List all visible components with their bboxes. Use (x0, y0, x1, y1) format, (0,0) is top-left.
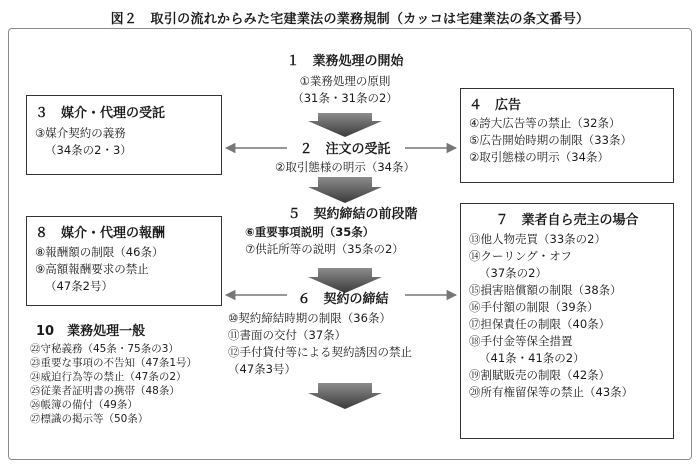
section-6-item-3-ref: （47条3号） (228, 362, 296, 376)
section-10-item-6: ㉗標識の掲示等（50条） (30, 413, 149, 425)
section-1-title: １ 業務処理の開始 (286, 54, 404, 69)
section-7-item-3: ⑮損害賠償額の制限（38条） (469, 283, 622, 297)
section-10-item-2: ㉓重要な事項の不告知（47条1号） (30, 357, 198, 369)
section-3-box (26, 95, 222, 175)
section-10-item-1: ㉒守秘義務（45条・75条の3） (30, 343, 179, 355)
section-3-item-1: ③媒介契約の義務 (35, 126, 126, 140)
section-7-box (460, 203, 674, 439)
section-8-box (26, 216, 222, 306)
section-8-item-2-ref: （47条2号） (45, 279, 113, 293)
section-5 (245, 203, 460, 258)
section-4-title: ４ 広告 (469, 98, 522, 113)
section-4-item-3: ②取引態様の明示（34条） (469, 150, 609, 164)
section-6-item-1: ⑩契約締結時期の制限（36条） (228, 311, 391, 325)
section-7-item-5: ⑰担保責任の制限（40条） (469, 317, 611, 331)
section-8-item-2: ⑨高額報酬要求の禁止 (35, 262, 149, 276)
section-1 (245, 50, 445, 107)
section-6-item-3: ⑫手付貸付等による契約誘因の禁止 (228, 345, 412, 359)
section-10 (30, 320, 226, 426)
section-8-item-1: ⑧報酬額の制限（46条） (35, 245, 164, 259)
section-3-title: ３ 媒介・代理の受託 (35, 106, 166, 121)
section-6-title: ６ 契約の締結 (297, 292, 389, 307)
section-6 (228, 288, 458, 378)
section-7-item-6-ref: （41条・41条の2） (479, 351, 585, 365)
section-7-title: ７ 業者自ら売主の場合 (495, 213, 639, 228)
section-1-item-1: ①業務処理の原則 (299, 74, 391, 88)
section-4-item-2: ⑤広告開始時期の制限（33条） (469, 133, 632, 147)
section-10-title: 10 業務処理一般 (36, 324, 146, 339)
section-4-item-1: ④誇大広告等の禁止（32条） (469, 116, 621, 130)
down-arrow-1 (308, 113, 382, 137)
section-7-item-8: ⑳所有権留保等の禁止（43条） (469, 385, 634, 399)
section-6-item-2: ⑪書面の交付（37条） (228, 328, 347, 342)
section-5-item-2: ⑦供託所等の説明（35条の2） (245, 242, 404, 256)
section-2-title: ２ 注文の受託 (299, 142, 391, 157)
section-2-item-1: ②取引態様の明示（34条） (275, 160, 415, 174)
down-arrow-2 (308, 177, 382, 203)
section-7-item-6: ⑱手付金等保全措置 (469, 334, 573, 348)
section-10-item-3: ㉔威迫行為等の禁止（47条の2） (30, 371, 187, 383)
section-5-item-1: ⑥重要事項説明（35条） (245, 225, 375, 239)
section-10-item-5: ㉖帳簿の備付（49条） (30, 399, 138, 411)
section-5-title: ５ 契約締結の前段階 (287, 207, 418, 222)
section-4-box (460, 88, 674, 183)
section-8-title: ８ 媒介・代理の報酬 (35, 226, 166, 241)
section-3-item-1-ref: （34条の2・3） (45, 143, 132, 157)
section-2 (245, 138, 445, 176)
section-7-item-1: ⑬他人物売買（33条の2） (469, 232, 606, 246)
down-arrow-4 (308, 383, 382, 409)
section-10-item-4: ㉕従業者証明書の携帯（48条） (30, 385, 180, 397)
section-7-item-7: ⑲割賦販売の制限（42条） (469, 368, 611, 382)
section-1-item-1-ref: （31条・31条の2） (292, 91, 398, 105)
section-7-item-2: ⑭クーリング・オフ (469, 249, 572, 263)
section-7-item-4: ⑯手付額の制限（39条） (469, 300, 599, 314)
figure-caption: 図２ 取引の流れからみた宅建業法の業務規制（カッコは宅建業法の条文番号） (110, 12, 590, 27)
section-7-item-2-ref: （37条の2） (479, 266, 547, 280)
